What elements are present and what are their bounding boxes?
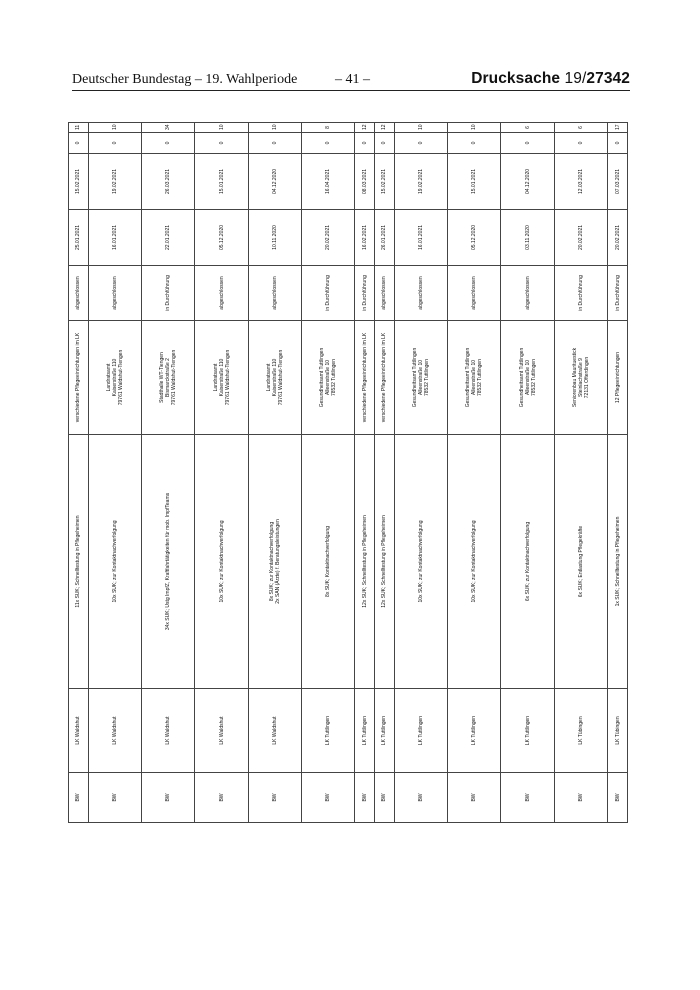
status-cell: in Durchführung (608, 266, 628, 321)
zero-cell: 0 (248, 133, 301, 154)
count-cell: 6 (501, 123, 554, 133)
end-date-cell: 12.03.2021 (554, 154, 607, 210)
count-cell: 10 (88, 123, 141, 133)
district-cell: LK Tuttlingen (394, 689, 447, 773)
document-number (471, 70, 630, 88)
status-cell: abgeschlossen (248, 266, 301, 321)
count-cell: 10 (448, 123, 501, 133)
district-cell: LK Tuttlingen (302, 689, 355, 773)
start-date-cell: 16.02.2021 (355, 210, 375, 266)
district-cell: LK Tuttlingen (501, 689, 554, 773)
start-date-cell: 10.11.2020 (248, 210, 301, 266)
drucksache-label: Drucksache (471, 70, 561, 87)
location-cell: 12 Pflegeeinrichtungen (608, 321, 628, 435)
location-cell: Gesundheitsamt Tuttlingen Alleenstraße 10 78532 Tuttlingen (394, 321, 447, 435)
location-cell: verschiedene Pflegeeinrichtungen im LK (355, 321, 375, 435)
zero-cell: 0 (88, 133, 141, 154)
end-date-cell: 19.02.2021 (88, 154, 141, 210)
task-cell: 11x SUK; Schnelltestung in Pflegeheimen (69, 435, 89, 689)
task-cell: 12x SUK; Schnelltestung in Pflegeheimen (355, 435, 375, 689)
start-date-cell: 20.02.2021 (302, 210, 355, 266)
state-cell: BW (501, 773, 554, 823)
document-series: Deutscher Bundestag – 19. Wahlperiode (72, 72, 298, 87)
state-cell: BW (554, 773, 607, 823)
status-cell: abgeschlossen (394, 266, 447, 321)
table-row (448, 123, 501, 823)
zero-cell: 0 (448, 133, 501, 154)
end-date-cell: 26.03.2021 (142, 154, 195, 210)
count-cell: 8 (302, 123, 355, 133)
task-cell: 10x SUK; zur Kontaktnachverfolgung (448, 435, 501, 689)
zero-cell: 0 (302, 133, 355, 154)
task-cell: 34x SUK; Ustg ImpfZ, Kraftfahrtätigkeiten für mob. ImpfTeams (142, 435, 195, 689)
page-header (72, 70, 630, 92)
table-row (394, 123, 447, 823)
end-date-cell: 08.03.2021 (355, 154, 375, 210)
zero-cell: 0 (554, 133, 607, 154)
end-date-cell: 15.02.2021 (69, 154, 89, 210)
zero-cell: 0 (394, 133, 447, 154)
district-cell: LK Waldshut (248, 689, 301, 773)
state-cell: BW (248, 773, 301, 823)
zero-cell: 0 (69, 133, 89, 154)
end-date-cell: 15.01.2021 (195, 154, 248, 210)
state-cell: BW (88, 773, 141, 823)
district-cell: LK Waldshut (195, 689, 248, 773)
table-row (608, 123, 628, 823)
task-cell: 6x SUK; zur Kontaktnachverfolgung (501, 435, 554, 689)
state-cell: BW (195, 773, 248, 823)
count-cell: 11 (69, 123, 89, 133)
count-cell: 34 (142, 123, 195, 133)
count-cell: 17 (608, 123, 628, 133)
deployment-table-wrapper (68, 123, 628, 823)
table-row (375, 123, 395, 823)
start-date-cell: 16.01.2021 (88, 210, 141, 266)
table-row (554, 123, 607, 823)
start-date-cell: 05.12.2020 (448, 210, 501, 266)
state-cell: BW (69, 773, 89, 823)
count-cell: 10 (394, 123, 447, 133)
task-cell: 8x SUK; Kontaktnachverfolgung (302, 435, 355, 689)
page-number: – 41 – (335, 72, 370, 87)
count-cell: 10 (195, 123, 248, 133)
deployment-table-rotated (68, 123, 628, 823)
district-cell: LK Tübingen (608, 689, 628, 773)
table-row (195, 123, 248, 823)
location-cell: verschiedene Pflegeeinrichtungen im LK (375, 321, 395, 435)
state-cell: BW (608, 773, 628, 823)
district-cell: LK Tübingen (554, 689, 607, 773)
status-cell: in Durchführung (142, 266, 195, 321)
status-cell: abgeschlossen (448, 266, 501, 321)
district-cell: LK Tuttlingen (355, 689, 375, 773)
status-cell: abgeschlossen (375, 266, 395, 321)
status-cell: abgeschlossen (88, 266, 141, 321)
status-cell: in Durchführung (554, 266, 607, 321)
start-date-cell: 05.12.2020 (195, 210, 248, 266)
drucksache-period: 19/ (564, 70, 587, 87)
task-cell: 6x SUK; Entlastung Pflegekräfte (554, 435, 607, 689)
state-cell: BW (375, 773, 395, 823)
table-row (69, 123, 89, 823)
state-cell: BW (302, 773, 355, 823)
start-date-cell: 03.11.2020 (501, 210, 554, 266)
start-date-cell: 20.02.2021 (554, 210, 607, 266)
status-cell: abgeschlossen (501, 266, 554, 321)
header-rule (72, 90, 630, 91)
count-cell: 12 (375, 123, 395, 133)
status-cell: abgeschlossen (195, 266, 248, 321)
end-date-cell: 15.02.2021 (375, 154, 395, 210)
end-date-cell: 15.01.2021 (448, 154, 501, 210)
end-date-cell: 04.12.2020 (501, 154, 554, 210)
start-date-cell: 22.01.2021 (142, 210, 195, 266)
task-cell: 8x SUK; zur Kontaktnachverfolgung 2x SAN (Ärzte) f. Beratungsleistungen (248, 435, 301, 689)
state-cell: BW (355, 773, 375, 823)
state-cell: BW (394, 773, 447, 823)
status-cell: in Durchführung (302, 266, 355, 321)
location-cell: Landratsamt Kaiserstraße 110 79761 Waldshut-Tiengen (195, 321, 248, 435)
location-cell: Landratsamt Kaiserstraße 110 79761 Waldshut-Tiengen (248, 321, 301, 435)
end-date-cell: 07.03.2021 (608, 154, 628, 210)
district-cell: LK Waldshut (69, 689, 89, 773)
zero-cell: 0 (501, 133, 554, 154)
start-date-cell: 20.02.2021 (608, 210, 628, 266)
task-cell: 10x SUK; zur Kontaktnachverfolgung (394, 435, 447, 689)
count-cell: 12 (355, 123, 375, 133)
drucksache-id: 27342 (586, 70, 630, 87)
location-cell: Seniorenbau Maurituestick Steinlachstraße 9 72131 Ofterdingen (554, 321, 607, 435)
zero-cell: 0 (142, 133, 195, 154)
end-date-cell: 19.02.2021 (394, 154, 447, 210)
status-cell: abgeschlossen (69, 266, 89, 321)
table-row (302, 123, 355, 823)
table-row (501, 123, 554, 823)
end-date-cell: 04.12.2020 (248, 154, 301, 210)
deployment-table (68, 122, 628, 823)
start-date-cell: 16.01.2021 (394, 210, 447, 266)
end-date-cell: 16.04.2021 (302, 154, 355, 210)
count-cell: 6 (554, 123, 607, 133)
task-cell: 10x SUK; zur Kontaktnachverfolgung (88, 435, 141, 689)
table-body (69, 123, 628, 823)
state-cell: BW (142, 773, 195, 823)
zero-cell: 0 (375, 133, 395, 154)
table-row (355, 123, 375, 823)
table-row (88, 123, 141, 823)
location-cell: Gesundheitsamt Tuttlingen Alleenstraße 10 78532 Tuttlingen (501, 321, 554, 435)
zero-cell: 0 (195, 133, 248, 154)
district-cell: LK Waldshut (88, 689, 141, 773)
start-date-cell: 25.01.2021 (69, 210, 89, 266)
task-cell: 12x SUK; Schnelltestung in Pflegeheimen (375, 435, 395, 689)
district-cell: LK Tuttlingen (375, 689, 395, 773)
zero-cell: 0 (355, 133, 375, 154)
location-cell: Stadthalle WT-Tiengen Bismarckstraße 2 79761 Waldshut-Tiengen (142, 321, 195, 435)
status-cell: in Durchführung (355, 266, 375, 321)
task-cell: 10x SUK; zur Kontaktnachverfolgung (195, 435, 248, 689)
district-cell: LK Waldshut (142, 689, 195, 773)
table-row (142, 123, 195, 823)
count-cell: 10 (248, 123, 301, 133)
start-date-cell: 26.01.2021 (375, 210, 395, 266)
location-cell: Landratsamt Kaiserstraße 110 79761 Waldshut-Tiengen (88, 321, 141, 435)
location-cell: Gesundheitsamt Tuttlingen Alleenstraße 10 78532 Tuttlingen (302, 321, 355, 435)
location-cell: verschiedene Pflegeeinrichtungen im LK (69, 321, 89, 435)
state-cell: BW (448, 773, 501, 823)
zero-cell: 0 (608, 133, 628, 154)
district-cell: LK Tuttlingen (448, 689, 501, 773)
table-row (248, 123, 301, 823)
location-cell: Gesundheitsamt Tuttlingen Alleenstraße 10 78532 Tuttlingen (448, 321, 501, 435)
task-cell: 1x SUK; Schnelltestung in Pflegeheimen (608, 435, 628, 689)
